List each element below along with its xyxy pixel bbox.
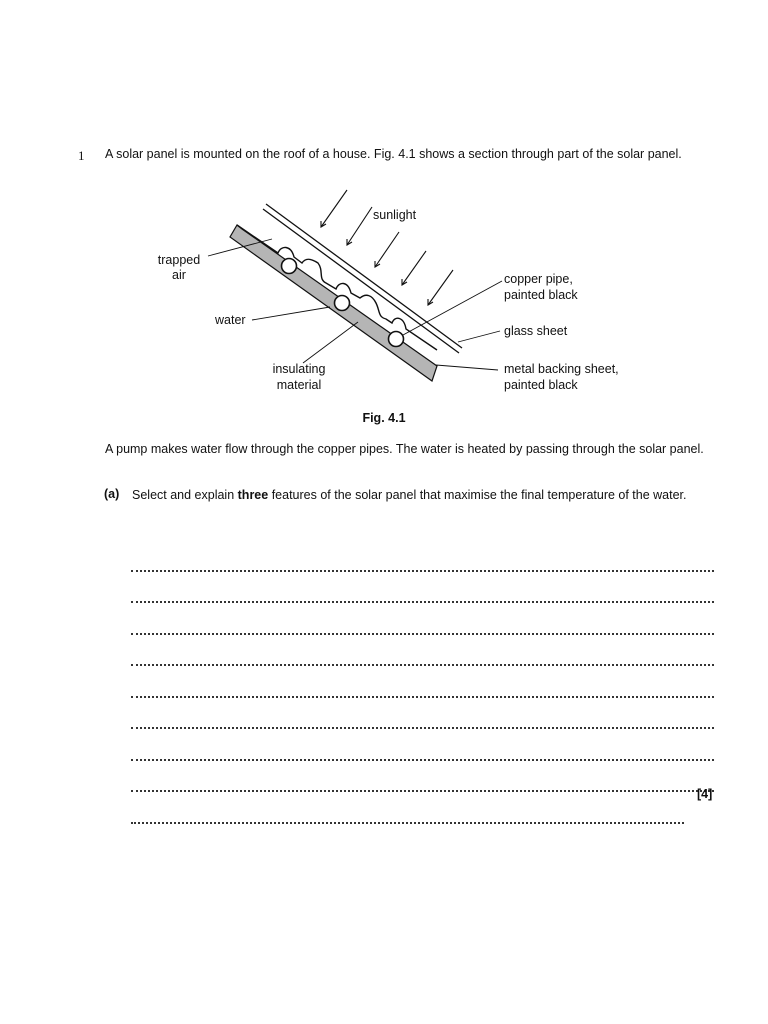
label-glass-sheet: glass sheet xyxy=(504,324,568,338)
metal-backing-sheet xyxy=(237,225,437,350)
answer-line[interactable] xyxy=(131,666,714,698)
figure-caption: Fig. 4.1 xyxy=(362,411,406,425)
copper-pipe-1 xyxy=(282,259,297,274)
leader-metal xyxy=(436,365,498,370)
answer-line[interactable] xyxy=(131,540,714,572)
leader-water xyxy=(252,307,330,320)
insulating-material xyxy=(230,225,437,381)
label-metal-backing-line2: painted black xyxy=(504,378,578,392)
answer-line[interactable] xyxy=(131,603,714,635)
marks-badge: [4] xyxy=(697,787,713,801)
part-a-text-after: features of the solar panel that maximise the final temperature of the water. xyxy=(268,488,687,502)
answer-line[interactable] xyxy=(131,572,714,604)
solar-panel-diagram xyxy=(140,185,660,397)
label-water: water xyxy=(215,313,246,327)
label-trapped-air-line2: air xyxy=(172,268,186,282)
part-a-label: (a) xyxy=(104,487,120,501)
answer-line[interactable] xyxy=(131,698,714,730)
leader-glass xyxy=(458,331,500,342)
label-insulating-line1: insulating xyxy=(272,362,326,376)
leader-copper xyxy=(403,281,502,335)
copper-pipe-3 xyxy=(389,332,404,347)
label-copper-pipe-line2: painted black xyxy=(504,288,578,302)
answer-lines xyxy=(131,540,714,824)
label-trapped-air-line1: trapped xyxy=(157,253,201,267)
copper-pipe-2 xyxy=(335,296,350,311)
label-sunlight: sunlight xyxy=(373,208,417,222)
label-insulating-line2: material xyxy=(276,378,322,392)
label-metal-backing-line1: metal backing sheet, xyxy=(504,362,619,376)
question-number: 1 xyxy=(78,148,85,163)
leader-insulating xyxy=(303,322,358,363)
question-intro: A solar panel is mounted on the roof of a house. Fig. 4.1 shows a section through part of the solar panel. xyxy=(105,147,682,161)
part-a-question xyxy=(132,487,717,503)
answer-line[interactable] xyxy=(131,761,714,793)
label-copper-pipe-line1: copper pipe, xyxy=(504,272,573,286)
answer-line[interactable] xyxy=(131,792,684,824)
part-a-emphasis: three xyxy=(237,488,269,502)
part-a-text-before: Select and explain xyxy=(132,488,238,502)
answer-line[interactable] xyxy=(131,635,714,667)
pump-paragraph: A pump makes water flow through the copper pipes. The water is heated by passing through the solar panel. xyxy=(105,442,704,456)
answer-line[interactable] xyxy=(131,729,714,761)
